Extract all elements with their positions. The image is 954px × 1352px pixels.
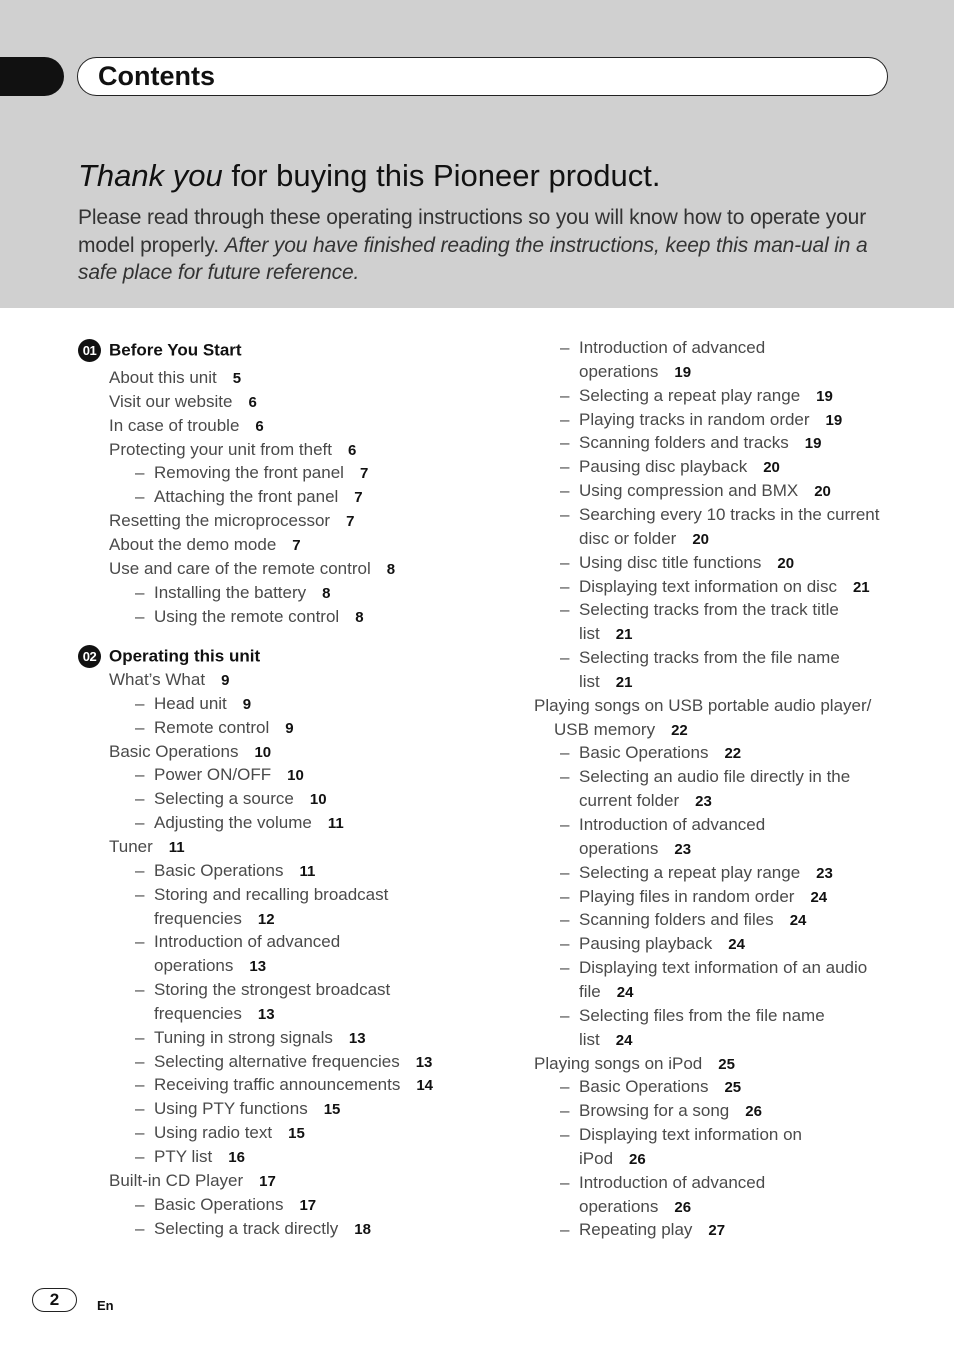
toc-entry-continuation[interactable] <box>154 907 275 932</box>
toc-page-number: 27 <box>708 1222 726 1240</box>
toc-entry[interactable] <box>109 740 271 765</box>
toc-entry-title: Repeating play <box>579 1220 693 1240</box>
toc-entry-title: disc or folder <box>579 528 677 548</box>
toc-page-number: 24 <box>810 888 828 906</box>
toc-entry-title: frequencies <box>154 908 242 928</box>
toc-page-number: 9 <box>285 719 294 737</box>
toc-entry-continuation[interactable] <box>579 622 632 647</box>
toc-entry-title: operations <box>579 361 659 381</box>
toc-page-number: 5 <box>232 370 242 387</box>
toc-entry-title: Introduction of advanced <box>579 338 766 357</box>
language-label: En <box>97 1298 114 1313</box>
toc-entry-title: Searching every 10 tracks in the current <box>579 504 880 524</box>
toc-dash: – <box>560 815 570 834</box>
section-title: Operating this unit <box>109 646 261 666</box>
thank-you-italic: Thank you <box>78 158 223 193</box>
toc-page-number: 11 <box>327 815 344 833</box>
toc-page-number: 24 <box>616 983 634 1001</box>
toc-entry-title: Tuner <box>109 836 153 856</box>
toc-dash: – <box>560 481 570 501</box>
toc-dash: – <box>560 1077 570 1097</box>
toc-entry-title: Selecting an audio file directly in the <box>579 767 851 787</box>
toc-page-number: 11 <box>168 838 185 856</box>
toc-entry-title: Basic Operations <box>579 743 709 763</box>
toc-entry[interactable] <box>579 765 850 789</box>
toc-entry-continuation[interactable] <box>579 1147 646 1172</box>
toc-dash: – <box>135 606 145 626</box>
toc-entry-title: Introduction of advanced <box>579 815 766 834</box>
toc-entry-title: Tuning in strong signals <box>154 1027 333 1047</box>
toc-dash: – <box>135 1147 145 1166</box>
toc-page-number: 20 <box>692 530 710 548</box>
toc-dash: – <box>135 582 145 602</box>
toc-entry-title: Selecting files from the file name <box>579 1005 825 1025</box>
toc-entry[interactable] <box>154 605 364 630</box>
toc-page-number: 16 <box>228 1149 245 1166</box>
toc-entry-title: Basic Operations <box>154 1194 284 1214</box>
toc-dash: – <box>135 1027 145 1047</box>
toc-dash: – <box>560 433 570 453</box>
toc-entry-title: iPod <box>579 1148 614 1168</box>
toc-entry-title: Scanning folders and files <box>579 910 774 930</box>
toc-page-number: 21 <box>615 626 633 644</box>
toc-dash: – <box>560 1005 570 1025</box>
toc-page-number: 18 <box>354 1220 371 1238</box>
toc-page-number: 7 <box>346 513 355 531</box>
toc-dash: – <box>560 457 570 477</box>
toc-entry-title: list <box>579 624 600 644</box>
toc-page-number: 24 <box>728 936 745 954</box>
toc-dash: – <box>560 338 570 357</box>
toc-page-number: 26 <box>629 1150 646 1168</box>
section-number-badge: 02 <box>78 645 101 668</box>
toc-page-number: 17 <box>299 1196 317 1214</box>
toc-entry-title: Head unit <box>154 693 227 713</box>
toc-page-number: 10 <box>309 791 327 809</box>
toc-dash: – <box>560 648 570 668</box>
toc-entry[interactable] <box>534 1052 735 1077</box>
toc-dash: – <box>560 600 570 620</box>
toc-page-number: 15 <box>288 1125 305 1143</box>
toc-entry-title: Introduction of advanced <box>154 932 341 952</box>
toc-entry[interactable] <box>109 438 356 463</box>
toc-page-number: 6 <box>348 441 357 459</box>
toc-entry-title: Use and care of the remote control <box>109 558 371 578</box>
toc-entry-title: About this unit <box>109 368 217 387</box>
toc-entry-title: Selecting a track directly <box>154 1218 339 1238</box>
toc-page-number: 25 <box>718 1055 735 1073</box>
section-title: Before You Start <box>109 340 242 360</box>
toc-entry-title: Removing the front panel <box>154 463 344 483</box>
toc-entry-title: Attaching the front panel <box>154 487 339 507</box>
toc-entry[interactable] <box>579 384 833 409</box>
toc-page-number: 20 <box>814 483 831 501</box>
toc-entry-continuation[interactable] <box>579 1195 691 1220</box>
toc-page-number: 12 <box>257 910 275 928</box>
toc-entry-title: Using the remote control <box>154 606 340 626</box>
toc-dash: – <box>135 717 145 737</box>
toc-page-number: 7 <box>292 536 301 554</box>
thank-you-rest: for buying this Pioneer product. <box>222 158 661 193</box>
toc-page-number: 26 <box>745 1103 762 1121</box>
toc-dash: – <box>560 1125 570 1145</box>
thank-you-heading <box>78 158 660 194</box>
toc-page-number: 7 <box>359 465 369 483</box>
toc-entry-title: current folder <box>579 791 680 811</box>
toc-dash: – <box>135 789 145 809</box>
toc-entry-title: Using compression and BMX <box>579 481 799 501</box>
toc-dash: – <box>135 1075 145 1095</box>
toc-page-number: 15 <box>323 1101 341 1119</box>
toc-dash: – <box>560 862 570 882</box>
toc-dash: – <box>135 1194 145 1214</box>
toc-entry[interactable] <box>154 1050 432 1075</box>
toc-dash: – <box>560 1101 570 1121</box>
toc-entry-title: operations <box>579 838 659 858</box>
toc-entry-title: Receiving traffic announcements <box>154 1075 401 1095</box>
toc-entry[interactable] <box>109 414 264 439</box>
toc-dash: – <box>135 463 145 483</box>
toc-entry-continuation[interactable] <box>579 837 691 862</box>
toc-page-number: 23 <box>816 864 833 882</box>
toc-dash: – <box>560 767 570 787</box>
toc-entry-continuation[interactable] <box>579 527 709 552</box>
toc-entry[interactable] <box>579 813 765 837</box>
toc-entry[interactable] <box>109 668 229 693</box>
toc-entry-title: About the demo mode <box>109 534 277 554</box>
toc-page-number: 21 <box>615 673 633 691</box>
intro-plain: Please read through these operating instructions so you will know how to operate your model properly. <box>78 206 867 257</box>
toc-dash: – <box>135 693 145 713</box>
page-number-badge: 2 <box>32 1288 77 1312</box>
toc-entry-title: In case of trouble <box>109 415 240 435</box>
toc-entry-title: Using PTY functions <box>154 1099 308 1119</box>
toc-entry-title: Playing songs on iPod <box>534 1053 703 1073</box>
page-title: Contents <box>98 61 215 91</box>
toc-page-number: 22 <box>724 745 742 763</box>
toc-dash: – <box>560 1172 570 1192</box>
toc-dash: – <box>135 1123 145 1143</box>
toc-dash: – <box>560 958 570 978</box>
toc-entry-title: Basic Operations <box>154 860 284 880</box>
toc-dash: – <box>560 1220 570 1240</box>
toc-entry-title: Browsing for a song <box>579 1101 730 1121</box>
toc-page-number: 6 <box>248 393 257 411</box>
toc-entry-title: Displaying text information on disc <box>579 576 837 596</box>
toc-page-number: 24 <box>615 1031 633 1049</box>
toc-entry[interactable] <box>579 408 842 433</box>
toc-entry-title: Playing files in random order <box>579 886 795 906</box>
toc-entry-title: Playing tracks in random order <box>579 409 810 429</box>
toc-entry[interactable] <box>579 598 839 622</box>
toc-dash: – <box>135 860 145 880</box>
toc-entry-title: USB memory <box>554 719 656 739</box>
toc-dash: – <box>135 1051 145 1071</box>
toc-entry[interactable] <box>579 551 794 576</box>
toc-page-number: 8 <box>386 560 396 578</box>
toc-entry[interactable] <box>109 509 354 534</box>
toc-page-number: 25 <box>724 1079 742 1097</box>
toc-dash: – <box>560 910 570 930</box>
toc-entry-title: frequencies <box>154 1003 242 1023</box>
toc-entry[interactable] <box>154 883 388 907</box>
section-number-badge: 01 <box>78 339 101 362</box>
toc-entry-title: Scanning folders and tracks <box>579 433 789 453</box>
toc-entry-title: Selecting alternative frequencies <box>154 1051 400 1071</box>
toc-page-number: 6 <box>255 417 264 435</box>
toc-entry-title: PTY list <box>154 1147 213 1166</box>
toc-entry-title: Displaying text information of an audio <box>579 958 868 978</box>
toc-page-number: 9 <box>221 672 230 689</box>
toc-entry-title: Pausing disc playback <box>579 457 748 477</box>
toc-entry-title: operations <box>154 956 234 976</box>
toc-entry-title: What’s What <box>109 670 206 689</box>
toc-page-number: 19 <box>674 363 692 381</box>
toc-page-number: 23 <box>695 793 712 811</box>
toc-entry-title: Built-in CD Player <box>109 1170 244 1190</box>
toc-dash: – <box>135 1099 145 1119</box>
toc-entry[interactable] <box>109 1169 276 1194</box>
toc-dash: – <box>135 765 145 785</box>
toc-entry[interactable] <box>579 932 745 957</box>
section-heading-01[interactable] <box>78 339 242 363</box>
toc-page-number: 10 <box>254 743 272 761</box>
toc-entry[interactable] <box>534 694 871 718</box>
toc-dash: – <box>135 980 145 1000</box>
contents-header <box>77 57 888 96</box>
toc-entry-title: Selecting a repeat play range <box>579 385 801 405</box>
toc-entry[interactable] <box>579 1123 802 1147</box>
toc-entry[interactable] <box>579 503 879 527</box>
toc-page-number: 19 <box>816 387 833 405</box>
toc-page-number: 19 <box>804 435 822 453</box>
toc-page-number: 17 <box>259 1172 276 1190</box>
toc-entry[interactable] <box>579 908 806 933</box>
toc-dash: – <box>560 385 570 405</box>
toc-entry[interactable] <box>579 1171 765 1195</box>
toc-entry[interactable] <box>109 835 185 860</box>
toc-dash: – <box>560 576 570 596</box>
toc-entry-title: Selecting a source <box>154 789 294 809</box>
toc-page-number: 14 <box>416 1077 434 1095</box>
toc-page-number: 20 <box>763 459 780 477</box>
toc-dash: – <box>135 813 145 833</box>
toc-entry-title: Power ON/OFF <box>154 765 272 785</box>
toc-page-number: 19 <box>825 411 843 429</box>
toc-entry[interactable] <box>109 390 257 415</box>
toc-page-number: 26 <box>674 1198 692 1216</box>
toc-entry[interactable] <box>154 1217 371 1242</box>
toc-entry-continuation[interactable] <box>154 1002 275 1027</box>
toc-page-number: 21 <box>852 578 870 596</box>
toc-entry-continuation[interactable] <box>579 670 632 695</box>
toc-page-number: 13 <box>249 958 267 976</box>
toc-entry-title: Displaying text information on <box>579 1125 803 1145</box>
toc-entry[interactable] <box>154 1073 433 1098</box>
toc-entry-title: Basic Operations <box>579 1077 709 1097</box>
toc-entry-title: list <box>579 1029 600 1049</box>
toc-entry[interactable] <box>154 1145 245 1170</box>
intro-paragraph <box>78 204 894 287</box>
toc-dash: – <box>135 884 145 904</box>
toc-page-number: 7 <box>354 489 363 507</box>
toc-entry[interactable] <box>579 861 833 886</box>
toc-dash: – <box>135 1218 145 1238</box>
section-heading-02[interactable] <box>78 645 260 669</box>
toc-entry[interactable] <box>154 763 304 788</box>
toc-entry[interactable] <box>154 811 344 836</box>
toc-entry[interactable] <box>579 956 867 980</box>
toc-page-number: 13 <box>348 1029 366 1047</box>
toc-entry-title: Storing the strongest broadcast <box>154 980 391 1000</box>
toc-entry[interactable] <box>579 336 765 360</box>
toc-entry[interactable] <box>154 581 331 606</box>
toc-entry-title: Selecting tracks from the file name <box>579 648 840 668</box>
toc-entry[interactable] <box>579 741 741 766</box>
toc-dash: – <box>560 743 570 763</box>
toc-entry-title: Playing songs on USB portable audio player/ <box>534 695 872 715</box>
toc-entry-continuation[interactable] <box>579 789 712 814</box>
toc-entry-title: Selecting tracks from the track title <box>579 600 839 620</box>
toc-entry-title: Pausing playback <box>579 934 713 954</box>
toc-entry[interactable] <box>579 1004 825 1028</box>
toc-page-number: 8 <box>355 608 364 626</box>
toc-entry-title: operations <box>579 1196 659 1216</box>
toc-entry[interactable] <box>154 1026 366 1051</box>
toc-entry-title: Storing and recalling broadcast <box>154 884 389 904</box>
toc-page-number: 20 <box>777 554 795 572</box>
toc-entry-title: Installing the battery <box>154 582 307 602</box>
toc-entry-continuation[interactable] <box>554 718 688 743</box>
toc-entry-continuation[interactable] <box>579 980 633 1005</box>
toc-dash: – <box>135 487 145 507</box>
toc-entry[interactable] <box>154 1097 340 1122</box>
toc-entry-title: Introduction of advanced <box>579 1172 766 1192</box>
toc-entry-title: Using radio text <box>154 1123 273 1143</box>
toc-entry[interactable] <box>154 787 327 812</box>
toc-entry-title: Selecting a repeat play range <box>579 862 801 882</box>
toc-entry-title: Remote control <box>154 717 270 737</box>
toc-entry[interactable] <box>579 885 827 910</box>
toc-entry[interactable] <box>154 1121 305 1146</box>
toc-entry[interactable] <box>579 1218 725 1243</box>
toc-entry-continuation[interactable] <box>579 360 691 385</box>
toc-page-number: 13 <box>257 1005 275 1023</box>
toc-entry[interactable] <box>579 431 821 456</box>
toc-entry-title: Protecting your unit from theft <box>109 439 332 459</box>
toc-entry[interactable] <box>109 557 395 582</box>
toc-entry[interactable] <box>154 1193 316 1218</box>
toc-page-number: 8 <box>322 584 331 602</box>
toc-page-number: 10 <box>287 767 304 785</box>
toc-entry[interactable] <box>579 575 870 600</box>
toc-dash: – <box>560 934 570 954</box>
toc-page-number: 11 <box>299 862 316 880</box>
toc-entry[interactable] <box>154 978 390 1002</box>
toc-entry[interactable] <box>154 692 251 717</box>
toc-page-number: 13 <box>415 1053 433 1071</box>
toc-dash: – <box>135 932 145 952</box>
toc-entry[interactable] <box>154 461 368 486</box>
toc-entry[interactable] <box>154 859 315 884</box>
toc-entry[interactable] <box>154 716 294 741</box>
toc-entry[interactable] <box>579 646 840 670</box>
toc-entry[interactable] <box>579 455 780 480</box>
toc-entry-title: Adjusting the volume <box>154 813 312 833</box>
toc-entry-title: file <box>579 981 601 1001</box>
toc-entry-continuation[interactable] <box>154 954 266 979</box>
toc-entry[interactable] <box>154 930 340 954</box>
toc-dash: – <box>560 886 570 906</box>
intro-italic: After you have finished reading the instructions, keep this man-ual in a safe place for future reference. <box>78 233 868 284</box>
toc-entry[interactable] <box>109 366 241 391</box>
toc-entry[interactable] <box>579 1075 741 1100</box>
toc-dash: – <box>560 552 570 572</box>
header-tab <box>0 57 64 96</box>
toc-entry-title: Basic Operations <box>109 741 239 761</box>
toc-entry-title: Visit our website <box>109 391 233 411</box>
toc-entry-title: list <box>579 671 600 691</box>
toc-entry[interactable] <box>109 533 301 558</box>
toc-page-number: 22 <box>671 721 688 739</box>
toc-dash: – <box>560 409 570 429</box>
toc-page-number: 23 <box>674 840 692 858</box>
toc-entry[interactable] <box>154 485 363 510</box>
toc-entry-continuation[interactable] <box>579 1028 632 1053</box>
toc-page-number: 9 <box>242 695 252 713</box>
toc-entry-title: Resetting the microprocessor <box>109 511 331 531</box>
toc-entry-title: Using disc title functions <box>579 552 762 572</box>
toc-page-number: 24 <box>789 912 807 930</box>
toc-entry[interactable] <box>579 479 831 504</box>
toc-entry[interactable] <box>579 1099 762 1124</box>
toc-dash: – <box>560 504 570 524</box>
